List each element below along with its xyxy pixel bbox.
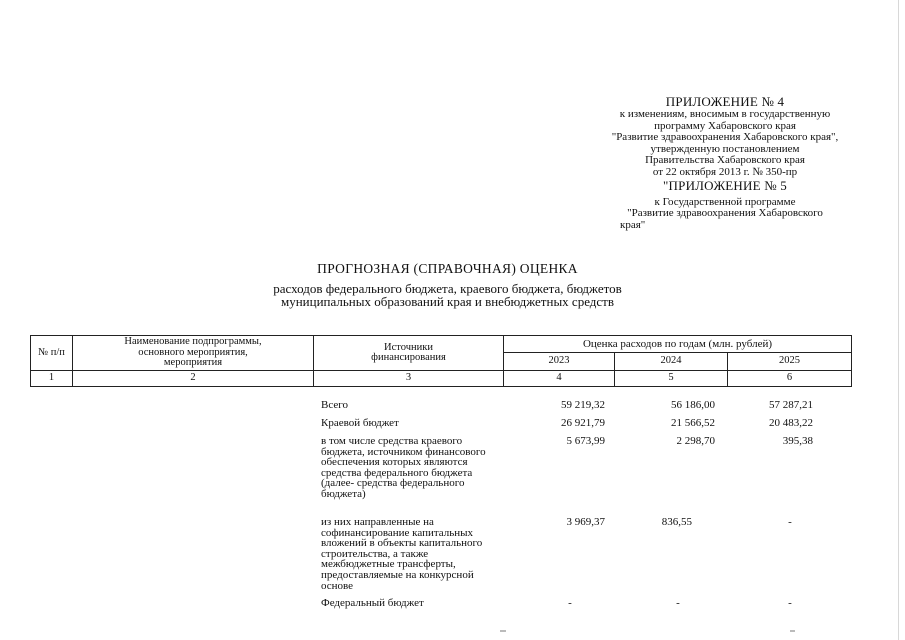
appendix-line: утвержденную постановлением	[650, 142, 800, 155]
column-number: 3	[314, 371, 504, 387]
document-title: ПРОГНОЗНАЯ (СПРАВОЧНАЯ) ОЦЕНКА	[317, 261, 578, 276]
scan-speck	[790, 630, 795, 632]
row-value-2024: 2 298,70	[676, 435, 715, 447]
row-value-2025: 57 287,21	[769, 399, 813, 411]
row-value-2023: 3 969,37	[566, 516, 605, 528]
appendix-line: "Развитие здравоохранения Хабаровского края",	[611, 131, 839, 144]
row-value-2023: 5 673,99	[566, 435, 605, 447]
appendix-title-2: "ПРИЛОЖЕНИЕ № 5	[663, 177, 787, 193]
row-value-2024: 21 566,52	[671, 417, 715, 429]
appendix-line: программу Хабаровского края	[654, 119, 796, 132]
row-value-2025: -	[788, 516, 792, 528]
row-value-2024: -	[676, 597, 680, 609]
subtitle-line-2: муниципальных образований края и внебюджетных средств	[281, 293, 614, 309]
column-number: 6	[728, 371, 852, 387]
header-name: Наименование подпрограммы, основного мероприятия, мероприятия	[73, 336, 314, 371]
column-number: 2	[73, 371, 314, 387]
row-value-2025: 20 483,22	[769, 417, 813, 429]
row-value-2023: 59 219,32	[561, 399, 605, 411]
header-source: Источники финансирования	[314, 336, 504, 371]
appendix-line: к изменениям, вносимым в государственную	[619, 108, 831, 120]
document-subtitle	[0, 283, 895, 308]
row-value-2025: -	[788, 597, 792, 609]
appendix-block	[580, 95, 870, 231]
appendix-line: "Развитие здравоохранения Хабаровского	[627, 207, 823, 220]
column-number: 5	[615, 371, 728, 387]
row-source: Федеральный бюджет	[321, 597, 424, 609]
header-estimate: Оценка расходов по годам (млн. рублей)	[504, 336, 852, 353]
header-year-2023: 2023	[504, 353, 615, 371]
header-year-2025: 2025	[728, 353, 852, 371]
row-source: в том числе средства краевого бюджета, источником финансового обеспечения которых являются средства федерального бюджета (далее- средства федерального бюджета)	[321, 435, 486, 500]
table-header	[30, 335, 852, 387]
appendix-title: ПРИЛОЖЕНИЕ № 4	[665, 94, 785, 109]
header-num: № п/п	[31, 336, 73, 371]
row-value-2024: 56 186,00	[671, 399, 715, 411]
row-value-2024: 836,55	[661, 516, 692, 528]
row-source: Всего	[321, 399, 348, 411]
column-number: 1	[31, 371, 73, 387]
row-source: Краевой бюджет	[321, 417, 399, 429]
row-value-2025: 395,38	[782, 435, 813, 447]
row-value-2023: -	[568, 597, 572, 609]
row-value-2023: 26 921,79	[561, 417, 605, 429]
header-year-2024: 2024	[615, 353, 728, 371]
appendix-line: Правительства Хабаровского края	[645, 154, 805, 167]
appendix-line: края"	[620, 218, 646, 231]
column-number: 4	[504, 371, 615, 387]
subtitle-line-1: расходов федерального бюджета, краевого бюджета, бюджетов	[273, 281, 622, 296]
appendix-line: к Государственной программе	[654, 195, 796, 208]
appendix-line: от 22 октября 2013 г. № 350-пр	[652, 165, 798, 178]
scan-speck	[500, 630, 506, 632]
row-source: из них направленные на софинансирование капитальных вложений в объекты капитального строительства, а также межбюджетные трансферты, предоставляемые на конкурсной основе	[321, 516, 483, 592]
page-edge	[898, 0, 899, 640]
